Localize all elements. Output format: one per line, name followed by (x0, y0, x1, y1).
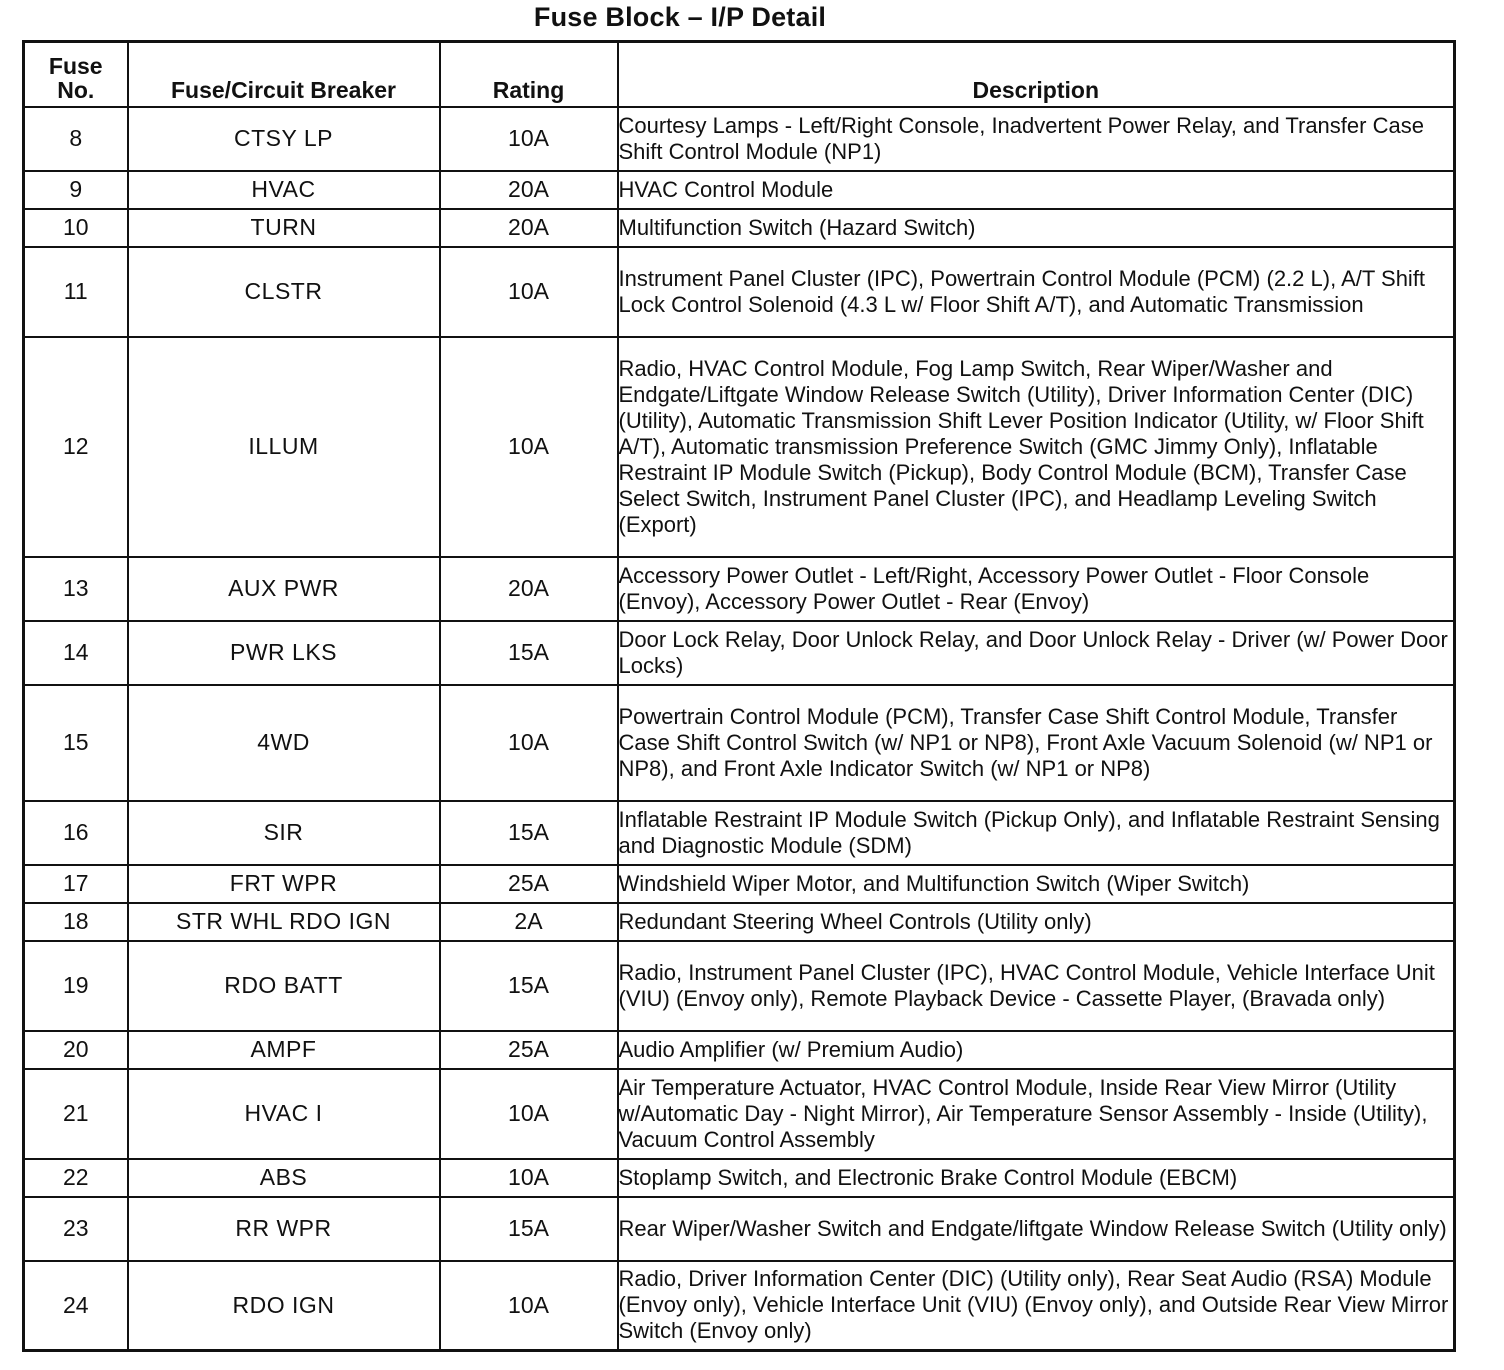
fuse-circuit-name: PWR LKS (128, 621, 440, 685)
table-row (24, 247, 1455, 337)
fuse-rating: 25A (440, 865, 618, 903)
fuse-rating: 10A (440, 107, 618, 171)
table-body (24, 107, 1455, 1351)
fuse-rating: 10A (440, 247, 618, 337)
fuse-description: Radio, Instrument Panel Cluster (IPC), HVAC Control Module, Vehicle Interface Unit (VIU) (Envoy only), Remote Playback Device - Cassette Player, (Bravada only) (618, 941, 1455, 1031)
fuse-number: 21 (24, 1069, 128, 1159)
table-row (24, 941, 1455, 1031)
fuse-number: 15 (24, 685, 128, 801)
fuse-number: 24 (24, 1261, 128, 1351)
header-fuse-no-line1: Fuse (48, 52, 103, 79)
table-row (24, 801, 1455, 865)
fuse-number: 19 (24, 941, 128, 1031)
fuse-circuit-name: RDO IGN (128, 1261, 440, 1351)
table-row (24, 685, 1455, 801)
fuse-circuit-name: AUX PWR (128, 557, 440, 621)
fuse-circuit-name: FRT WPR (128, 865, 440, 903)
fuse-description: Door Lock Relay, Door Unlock Relay, and Door Unlock Relay - Driver (w/ Power Door Locks) (618, 621, 1455, 685)
fuse-circuit-name: ABS (128, 1159, 440, 1197)
fuse-number: 17 (24, 865, 128, 903)
table-row (24, 903, 1455, 941)
table-row (24, 621, 1455, 685)
fuse-circuit-name: AMPF (128, 1031, 440, 1069)
fuse-rating: 15A (440, 801, 618, 865)
table-row (24, 865, 1455, 903)
fuse-description: Accessory Power Outlet - Left/Right, Accessory Power Outlet - Floor Console (Envoy), Accessory Power Outlet - Rear (Envoy) (618, 557, 1455, 621)
fuse-number: 12 (24, 337, 128, 557)
fuse-number: 16 (24, 801, 128, 865)
fuse-description: Powertrain Control Module (PCM), Transfer Case Shift Control Module, Transfer Case Shift Control Switch (w/ NP1 or NP8), Front Axle Vacuum Solenoid (w/ NP1 or NP8), and Front Axle Indicator Switch (w/ NP1 or NP8) (618, 685, 1455, 801)
table-row (24, 557, 1455, 621)
fuse-number: 20 (24, 1031, 128, 1069)
fuse-number: 13 (24, 557, 128, 621)
fuse-circuit-name: STR WHL RDO IGN (128, 903, 440, 941)
fuse-circuit-name: RR WPR (128, 1197, 440, 1261)
fuse-rating: 10A (440, 1069, 618, 1159)
fuse-circuit-name: HVAC (128, 171, 440, 209)
fuse-number: 14 (24, 621, 128, 685)
header-description: Description (618, 42, 1455, 107)
fuse-description: Air Temperature Actuator, HVAC Control Module, Inside Rear View Mirror (Utility w/Automatic Day - Night Mirror), Air Temperature Sensor Assembly - Inside (Utility), Vacuum Control Assembly (618, 1069, 1455, 1159)
table-row (24, 107, 1455, 171)
fuse-circuit-name: SIR (128, 801, 440, 865)
fuse-description: Radio, HVAC Control Module, Fog Lamp Switch, Rear Wiper/Washer and Endgate/Liftgate Window Release Switch (Utility), Driver Information Center (DIC) (Utility), Automatic Transmission Shift Lever Position Indicator (Utility, w/ Floor Shift A/T), Automatic transmission Preference Switch (GMC Jimmy Only), Inflatable Restraint IP Module Switch (Pickup), Body Control Module (BCM), Transfer Case Select Switch, Instrument Panel Cluster (IPC), and Headlamp Leveling Switch (Export) (618, 337, 1455, 557)
fuse-rating: 10A (440, 685, 618, 801)
header-fuse-circuit-breaker: Fuse/Circuit Breaker (128, 42, 440, 107)
table-row (24, 171, 1455, 209)
fuse-description: Stoplamp Switch, and Electronic Brake Control Module (EBCM) (618, 1159, 1455, 1197)
fuse-number: 11 (24, 247, 128, 337)
fuse-circuit-name: CTSY LP (128, 107, 440, 171)
fuse-rating: 15A (440, 621, 618, 685)
fuse-circuit-name: HVAC I (128, 1069, 440, 1159)
page-title: Fuse Block – I/P Detail (533, 2, 827, 32)
table-row (24, 1069, 1455, 1159)
fuse-number: 8 (24, 107, 128, 171)
fuse-circuit-name: TURN (128, 209, 440, 247)
fuse-description: Instrument Panel Cluster (IPC), Powertrain Control Module (PCM) (2.2 L), A/T Shift Lock Control Solenoid (4.3 L w/ Floor Shift A/T), and Automatic Transmission (618, 247, 1455, 337)
fuse-number: 22 (24, 1159, 128, 1197)
fuse-rating: 10A (440, 1261, 618, 1351)
table-row (24, 337, 1455, 557)
header-fuse-no (24, 42, 128, 107)
fuse-circuit-name: CLSTR (128, 247, 440, 337)
fuse-rating: 10A (440, 337, 618, 557)
fuse-circuit-name: ILLUM (128, 337, 440, 557)
fuse-description: Windshield Wiper Motor, and Multifunction Switch (Wiper Switch) (618, 865, 1455, 903)
fuse-rating: 20A (440, 171, 618, 209)
header-rating: Rating (440, 42, 618, 107)
fuse-rating: 15A (440, 941, 618, 1031)
table-header (24, 42, 1455, 107)
fuse-description: Courtesy Lamps - Left/Right Console, Inadvertent Power Relay, and Transfer Case Shift Control Module (NP1) (618, 107, 1455, 171)
fuse-rating: 2A (440, 903, 618, 941)
fuse-rating: 20A (440, 209, 618, 247)
fuse-number: 18 (24, 903, 128, 941)
header-fuse-no-line2: No. (57, 76, 95, 103)
fuse-description: Radio, Driver Information Center (DIC) (Utility only), Rear Seat Audio (RSA) Module (Envoy only), Vehicle Interface Unit (VIU) (Envoy only), and Outside Rear View Mirror Switch (Envoy only) (618, 1261, 1455, 1351)
fuse-description: Redundant Steering Wheel Controls (Utility only) (618, 903, 1455, 941)
fuse-description: Inflatable Restraint IP Module Switch (Pickup Only), and Inflatable Restraint Sensing and Diagnostic Module (SDM) (618, 801, 1455, 865)
fuse-number: 9 (24, 171, 128, 209)
table-row (24, 1031, 1455, 1069)
fuse-number: 10 (24, 209, 128, 247)
fuse-description: HVAC Control Module (618, 171, 1455, 209)
fuse-number: 23 (24, 1197, 128, 1261)
table-row (24, 209, 1455, 247)
fuse-rating: 15A (440, 1197, 618, 1261)
fuse-rating: 20A (440, 557, 618, 621)
fuse-rating: 25A (440, 1031, 618, 1069)
table-row (24, 1159, 1455, 1197)
fuse-description: Rear Wiper/Washer Switch and Endgate/liftgate Window Release Switch (Utility only) (618, 1197, 1455, 1261)
table-row (24, 1261, 1455, 1351)
fuse-description: Multifunction Switch (Hazard Switch) (618, 209, 1455, 247)
fuse-circuit-name: 4WD (128, 685, 440, 801)
fuse-rating: 10A (440, 1159, 618, 1197)
fuse-table (22, 40, 1456, 1352)
fuse-circuit-name: RDO BATT (128, 941, 440, 1031)
table-row (24, 1197, 1455, 1261)
fuse-description: Audio Amplifier (w/ Premium Audio) (618, 1031, 1455, 1069)
